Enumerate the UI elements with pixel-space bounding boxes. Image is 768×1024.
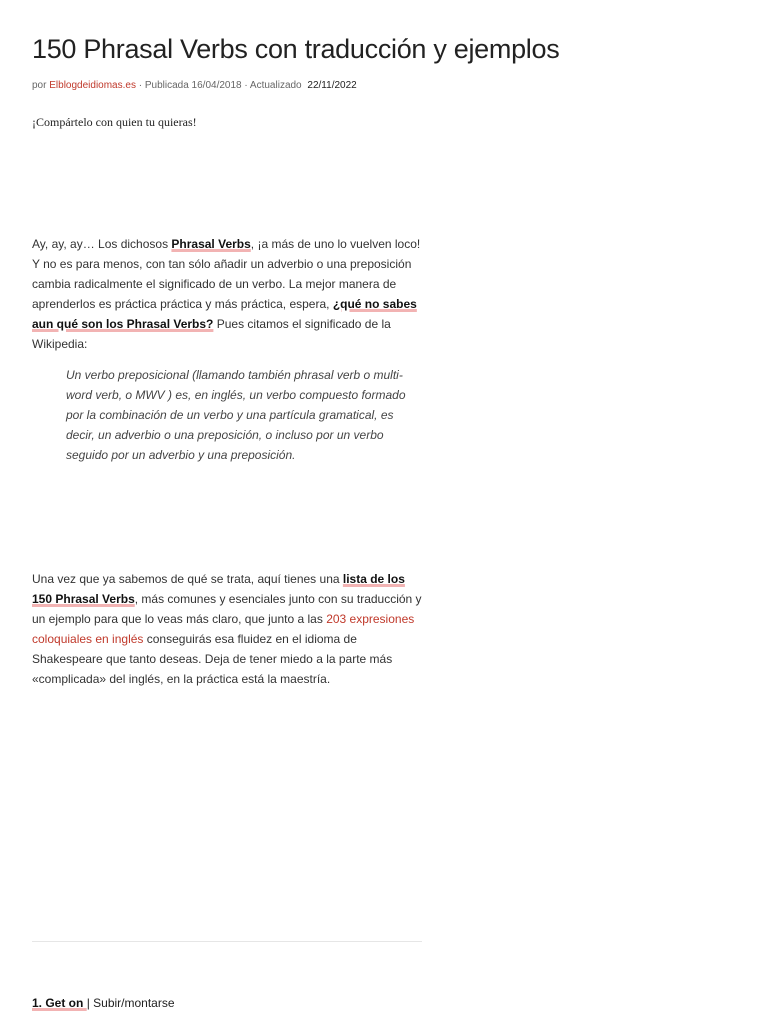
author-link[interactable]: Elblogdeidiomas.es [49, 80, 136, 91]
intro-text-2: , ¡a más de uno lo vuelven loco! Y no es para menos, con tan sólo añadir un adverbio o una preposición cambia radicalmente el significado de un verbo. La mejor manera de aprenderlos es práctica práctica y más práctica, espera, [32, 237, 421, 311]
intro-text-3: Pues citamos el significado de la Wikipedia: [32, 317, 391, 351]
share-prompt: ¡Compártelo con quien tu quieras! [32, 115, 197, 129]
intro-paragraph [32, 234, 427, 354]
by-label: por [32, 80, 47, 91]
list-intro-text-1: Una vez que ya sabemos de qué se trata, aquí tienes una [32, 572, 343, 586]
expresiones-link[interactable]: 203 expresiones coloquiales en inglés [32, 612, 415, 646]
list-intro-text-2: , más comunes y esenciales junto con su traducción y un ejemplo para que lo veas más claro, que junto a las [32, 592, 422, 626]
question-highlight: ¿qué no sabes aun qué son los Phrasal Verbs? [32, 297, 417, 331]
article-title: 150 Phrasal Verbs con traducción y ejemplos [32, 34, 560, 64]
phrasal-verb-term: 1. Get on [32, 996, 87, 1010]
phrasal-verbs-highlight: Phrasal Verbs [171, 237, 251, 251]
wikipedia-quote: Un verbo preposicional (llamando también phrasal verb o multi-word verb, o MWV ) es, en inglés, un verbo compuesto formado por la combinación de un verbo y una partícula gramatical, es decir, un adverbio o una preposición, o incluso por un verbo seguido por un adverbio y una preposición. [66, 368, 406, 462]
phrasal-verb-item [32, 996, 175, 1010]
published-info: · Publicada 16/04/2018 · Actualizado [135, 80, 302, 91]
updated-date: 22/11/2022 [307, 80, 357, 91]
intro-text-1: Ay, ay, ay… Los dichosos [32, 237, 172, 251]
article-meta [32, 80, 357, 91]
section-divider [32, 941, 422, 942]
list-intro-text-3: conseguirás esa fluidez en el idioma de Shakespeare que tanto deseas. Deja de tener miedo a la parte más «complicada» del inglés, en la práctica está la maestría. [32, 632, 393, 686]
item-separator: | [86, 996, 90, 1010]
phrasal-verb-translation: Subir/montarse [89, 996, 175, 1010]
list-intro-paragraph [32, 569, 427, 689]
list-highlight: lista de los 150 Phrasal Verbs [32, 572, 405, 606]
